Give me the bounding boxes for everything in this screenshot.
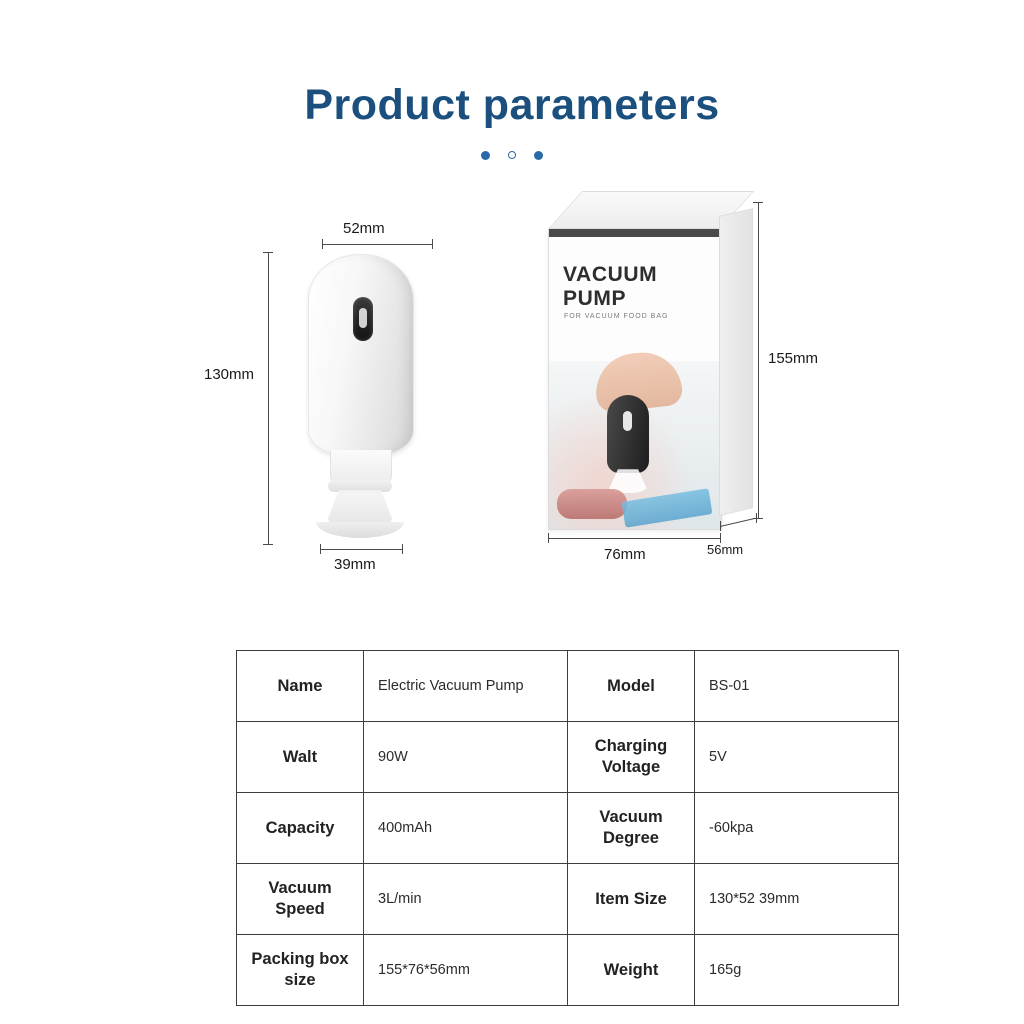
package-pump-button-icon: [623, 411, 632, 431]
pkg-dim-depth-tick-left: [720, 521, 721, 531]
dim-label-height: 130mm: [204, 366, 255, 384]
dim-top-tick-left: [322, 239, 323, 249]
page-title: Product parameters: [304, 81, 720, 129]
spec-key: Weight: [568, 935, 695, 1006]
pkg-dim-label-height: 155mm: [768, 350, 819, 368]
spec-value: 5V: [695, 722, 899, 793]
pump-suction-cup-base: [316, 522, 404, 538]
pkg-dim-width-tick-left: [548, 533, 549, 543]
spec-key: Item Size: [568, 864, 695, 935]
spec-key: Name: [237, 651, 364, 722]
pump-neck: [330, 450, 392, 484]
pkg-dim-depth-line: [720, 518, 755, 527]
spec-value: Electric Vacuum Pump: [364, 651, 568, 722]
dim-height-line: [268, 252, 269, 544]
carousel-dots: [0, 151, 1024, 160]
vacuum-pump-illustration: [308, 254, 412, 544]
spec-value: 130*52 39mm: [695, 864, 899, 935]
package-diagram: [520, 216, 820, 566]
spec-key: Capacity: [237, 793, 364, 864]
specifications-table: [236, 650, 899, 1006]
pkg-dim-label-width: 76mm: [604, 546, 646, 564]
spec-value: -60kpa: [695, 793, 899, 864]
package-photo: [549, 361, 721, 529]
spec-value: 165g: [695, 935, 899, 1006]
specifications-table-body: [237, 651, 899, 1006]
dim-label-width-top: 52mm: [343, 220, 385, 238]
product-diagram: [204, 220, 496, 574]
power-button-indicator: [359, 308, 367, 328]
package-subtitle: FOR VACUUM FOOD BAG: [564, 313, 669, 321]
pkg-dim-height-tick-top: [753, 202, 763, 203]
spec-key: Walt: [237, 722, 364, 793]
table-row: [237, 651, 899, 722]
pkg-dim-label-depth: 56mm: [707, 542, 744, 558]
spec-value: 400mAh: [364, 793, 568, 864]
table-row: [237, 793, 899, 864]
food-illustration: [557, 489, 627, 519]
spec-value: 155*76*56mm: [364, 935, 568, 1006]
spec-key: Packing box size: [237, 935, 364, 1006]
spec-key: Vacuum Speed: [237, 864, 364, 935]
table-row: [237, 935, 899, 1006]
pkg-dim-width-line: [548, 538, 720, 539]
pump-body: [308, 254, 414, 456]
dim-bottom-tick-right: [402, 544, 403, 554]
dim-height-tick-top: [263, 252, 273, 253]
vacuum-bag-illustration: [622, 489, 713, 528]
spec-value: 3L/min: [364, 864, 568, 935]
carousel-dot-3[interactable]: [534, 151, 543, 160]
package-pump-illustration: [607, 395, 649, 473]
package-title: [563, 263, 657, 310]
dim-bottom-line: [320, 549, 402, 550]
pkg-dim-depth-tick-right: [756, 513, 757, 523]
power-button-icon: [353, 297, 373, 341]
package-side-face: [719, 208, 753, 516]
spec-key: Vacuum Degree: [568, 793, 695, 864]
spec-key: Model: [568, 651, 695, 722]
spec-value: 90W: [364, 722, 568, 793]
pkg-dim-height-line: [758, 202, 759, 518]
table-row: [237, 722, 899, 793]
package-front-face: [548, 228, 722, 530]
dim-bottom-tick-left: [320, 544, 321, 554]
package-title-line2: PUMP: [563, 286, 627, 310]
spec-key: Charging Voltage: [568, 722, 695, 793]
dim-label-width-bottom: 39mm: [334, 556, 376, 574]
table-row: [237, 864, 899, 935]
dim-top-line: [322, 244, 432, 245]
carousel-dot-2[interactable]: [508, 151, 516, 159]
package-title-line1: VACUUM: [563, 263, 658, 287]
dim-top-tick-right: [432, 239, 433, 249]
product-figures: [0, 216, 1024, 616]
spec-value: BS-01: [695, 651, 899, 722]
dim-height-tick-bottom: [263, 544, 273, 545]
carousel-dot-1[interactable]: [481, 151, 490, 160]
package-top-bar: [549, 229, 721, 237]
